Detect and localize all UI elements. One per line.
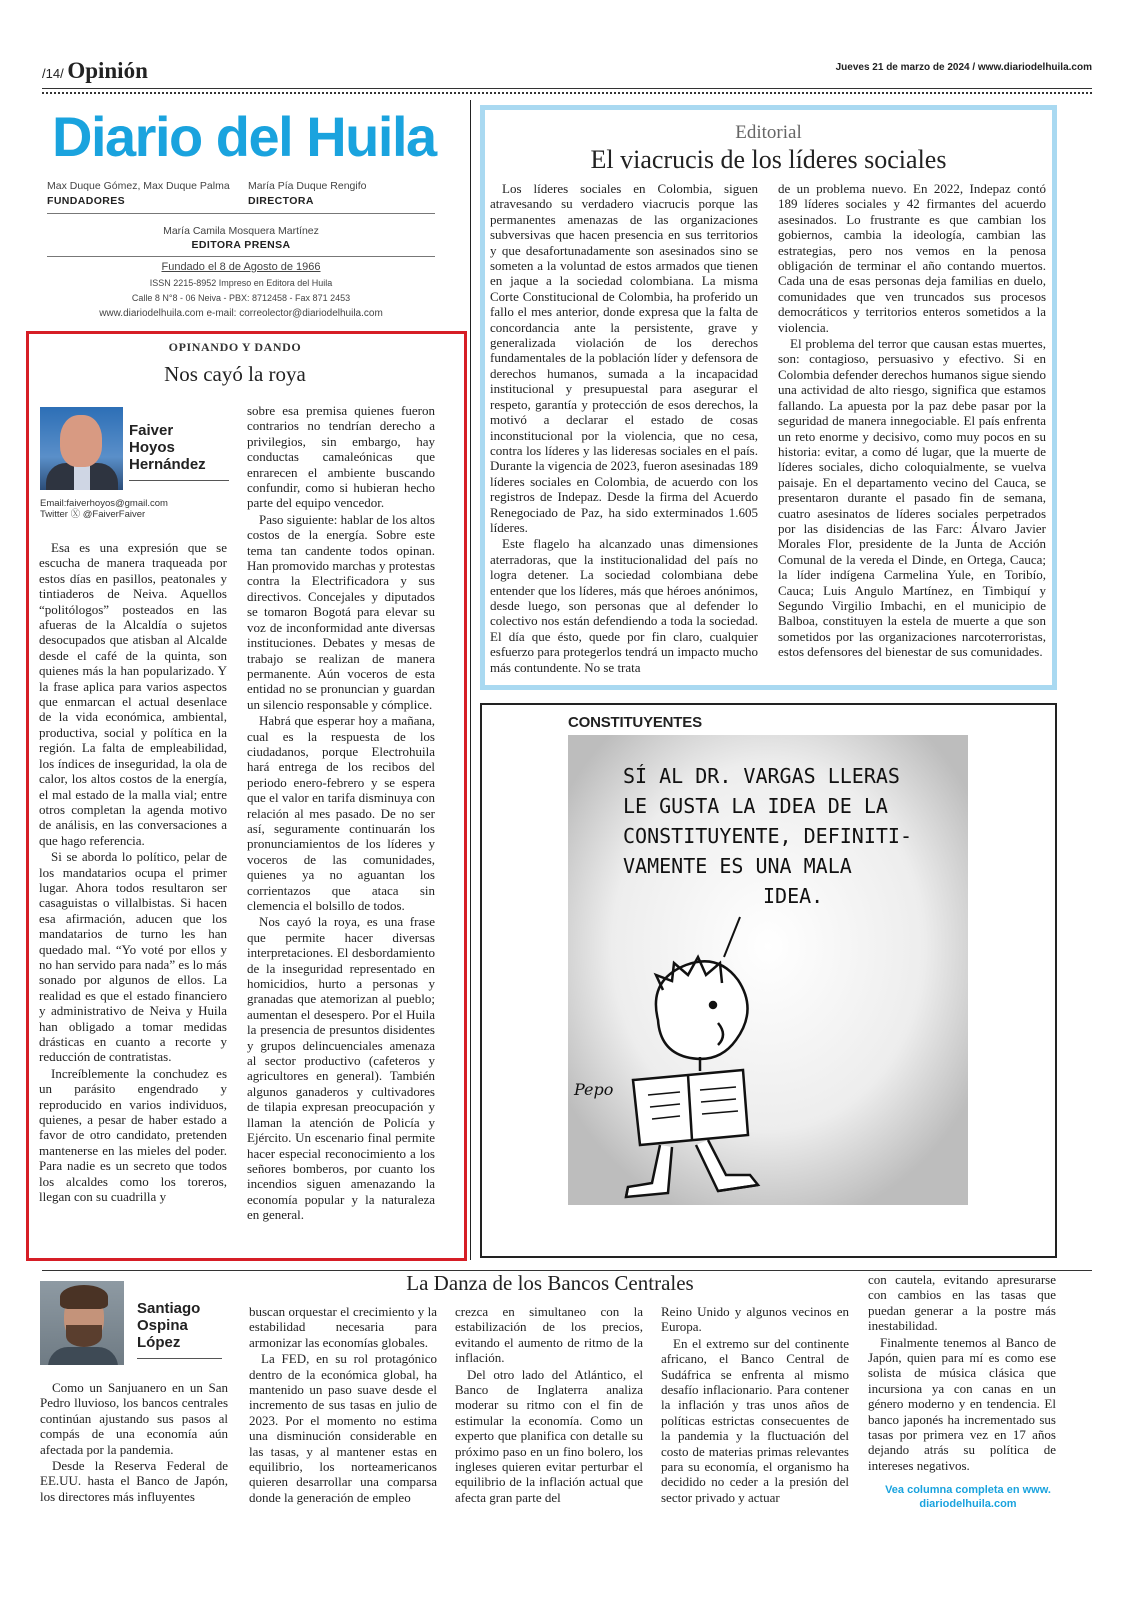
opinion-kicker: OPINANDO Y DANDO — [168, 340, 302, 354]
editorial-kicker: Editorial — [735, 122, 802, 143]
bottom-column-5 — [868, 1272, 1056, 1473]
speech-line: SÍ AL DR. VARGAS LLERAS — [623, 764, 900, 788]
paragraph: Como un Sanjuanero en un San Pedro lluvioso, los bancos centrales continúan ajustando sus pasos al compás de una economía aún afectada por la pandemia. — [40, 1380, 228, 1457]
paragraph: Si se aborda lo político, pelar de los mandatarios ocupa el primer lugar. Ahora todos resultaron ser casaguistas o villalbistas. Si hacen esa afirmación, aducen que los mandatarios de turno les han quedado mal. “Yo voté por ellos y no han servido para nada” es lo más sonado por algunos de ellos. La realidad es que el estado financiero y administrativo de Neiva y Huila han obligado a tomar medidas drásticas en cuanto a recorte y reducción de contratistas. — [39, 849, 227, 1065]
founders-names: Max Duque Gómez, Max Duque Palma — [47, 180, 230, 192]
speech-line: LE GUSTA LA IDEA DE LA — [623, 794, 888, 818]
opinion-column-1 — [39, 540, 227, 1204]
author-name-line: Hernández — [129, 456, 206, 473]
dateline: Jueves 21 de marzo de 2024 / www.diariodelhuila.com — [835, 62, 1092, 73]
paragraph: En el extremo sur del continente africano, el Banco Central de Sudáfrica se enfrenta al mismo desafío inflacionario. Para contener la inflación y tras unos años de políticas estrictas consecuentes de la pandemia y la fluctuación del costo de materias primas relevantes para su economía, el organismo ha decidido no ceder a la presión del sector privado y actuar — [661, 1335, 849, 1505]
paragraph: con cautela, evitando apresurarse con cambios en las tasas que puedan generar a la postre más inestabilidad. — [868, 1272, 1056, 1334]
author-name-line: Faiver — [129, 422, 174, 439]
founders-role: FUNDADORES — [47, 195, 126, 207]
section-title: Opinión — [67, 58, 148, 83]
cartoon-illustration — [568, 735, 968, 1205]
paragraph: Reino Unido y algunos vecinos en Europa. — [661, 1304, 849, 1335]
header-dotted-rule — [42, 92, 1092, 94]
address-line: Calle 8 N°8 - 06 Neiva - PBX: 8712458 - Fax 871 2453 — [131, 293, 351, 303]
cartoon-label: CONSTITUYENTES — [568, 714, 702, 731]
speech-line: CONSTITUYENTE, DEFINITI- — [623, 824, 912, 848]
editor-role: EDITORA PRENSA — [191, 239, 291, 251]
bottom-column-4 — [661, 1304, 849, 1505]
opinion-title: Nos cayó la roya — [164, 362, 306, 386]
paragraph: Desde la Reserva Federal de EE.UU. hasta el Banco de Japón, los directores más influyentes — [40, 1458, 228, 1504]
author-name-line: Hoyos — [129, 439, 175, 456]
column-divider — [470, 100, 471, 1260]
paragraph: Este flagelo ha alcanzado unas dimensiones aterradoras, que la institucionalidad del país no logra detener. La sociedad colombiana debe entender que los líderes, más que héroes anónimos, desde luego, son personas que al defender lo colectivo nos están defendiendo a toda la sociedad. El día que ésto, quede por fin claro, cualquier esfuerzo para protegerlos tendrá un impacto mucho más contundente. No se trata — [490, 536, 758, 675]
founded-date: Fundado el 8 de Agosto de 1966 — [161, 261, 321, 273]
author-photo-bottom — [40, 1281, 124, 1365]
author-rule — [129, 480, 229, 481]
editorial-column-2 — [778, 181, 1046, 660]
author-name-line: Ospina — [137, 1317, 188, 1334]
artist-signature: Pepo — [574, 1080, 614, 1099]
masthead-rule — [47, 213, 435, 214]
author-name — [129, 422, 206, 473]
web-email-line: www.diariodelhuila.com e-mail: correolector@diariodelhuila.com — [99, 308, 383, 319]
page-folio — [42, 58, 148, 84]
editorial-column-1 — [490, 181, 758, 675]
paragraph: El problema del terror que causan estas muertes, son: contagioso, persuasivo y efectivo. Si en Colombia defender derechos humanos sigue siendo una actividad de alto riesgo, significa que estamos fallando. La apuesta por la paz debe pasar por la seguridad de manera innegociable. El país enfrenta un reto enorme y decisivo, como muy pocos en su historia: evitar, a como dé lugar, que la muerte de líderes sociales, dicho coloquialmente, se vuelva paisaje. En el departamento vecino del Cauca, se presentaron durante el pasado fin de semana, cuatro asesinatos de líderes sociales perpetrados por las disidencias de las Farc: Álvaro Javier Morales Flor, presidente de la Junta de Acción Comunal de la vereda el Dinde, en Ortega, Cauca; la líder indígena Carmelina Yule, en Toribío, Cauca; Luis Angulo Martínez, en Timbiquí y Segundo Virgilio Imbachi, en el municipio de Balboa, constituyen la estela de muerte a que son sometidos por las organizaciones narcoterroristas, estos defensores del bienestar de sus comunidades. — [778, 336, 1046, 660]
paragraph: Del otro lado del Atlántico, el Banco de Inglaterra analiza moderar su ritmo con el fin de estimular la economía. Como un experto que planifica con detalle su próximo paso en un fino bolero, los ingleses quieren evitar perturbar el equilibrio de la inflación actual que afecta gran parte del — [455, 1366, 643, 1505]
paragraph: Los líderes sociales en Colombia, siguen atravesando su verdadero viacrucis porque las permanentes amenazas de las organizaciones subversivas que hacen presencia en sus territorios y que desafortunadamente son asesinados sino se someten a la voluntad de estos armados que tienen en jaque a la sociedad colombiana. La misma Corte Constitucional de Colombia, ha proferido un fallo el mes anterior, donde expresa que la falta de concordancia ante la persistente, grave y generalizada violación de los derechos fundamentales de la población líder y defensora de derechos humanos, sumada a la incapacidad institucional y presupuestal para asegurar el respeto, garantía y protección de esos derechos, la motivó a declarar el estado de cosas inconstitucional por la violencia, que no cesa, contra los líderes y las lideresas sociales en el país. Durante la vigencia de 2023, fueron asesinadas 189 líderes sociales en Colombia, de acuerdo con los registros de Indepaz. Desde la firma del Acuerdo Renegociado de Paz, ha sido exterminados 1.605 líderes. — [490, 181, 758, 535]
opinion-column-2 — [247, 403, 435, 1223]
author-name-line: López — [137, 1334, 181, 1351]
paragraph: buscan orquestar el crecimiento y la estabilidad necesaria para armonizar las economías globales. — [249, 1304, 437, 1350]
paragraph: Finalmente tenemos al Banco de Japón, quien para mí es como ese solista de música clásica que incursiona ya con canas en un género moderno y en tendencia. El banco japonés ha incrementado sus tasas por primera vez en 17 años dejando atrás su política de intereses negativos. — [868, 1334, 1056, 1473]
author-rule — [137, 1358, 222, 1359]
bottom-article-title: La Danza de los Bancos Centrales — [406, 1271, 694, 1295]
author-email: Email:faiverhoyos@gmail.com — [40, 498, 168, 509]
read-more-link[interactable]: Vea columna completa en www. diariodelhuila.com — [885, 1484, 1051, 1510]
author-name-line: Santiago — [137, 1300, 201, 1317]
speech-line: IDEA. — [763, 884, 824, 908]
newspaper-logo: Diario del Huila — [52, 105, 436, 168]
paragraph: Habrá que esperar hoy a mañana, cual es la respuesta de los ciudadanos, porque Electrohuila hará entrega de los recibos del periodo enero-febrero y se espera que el valor en tarifa disminuya con relación al mes pasado. De no ser así, seguramente continuarán los pronunciamientos de los líderes y voceros de las comunidades, quienes ya no aguantan los corrientazos que ataca sin clemencia el bolsillo de todos. — [247, 713, 435, 913]
paragraph: Increíblemente la conchudez es un parásito engendrado y reproducido en varios individuos, quienes, a pesar de haber estado a favor de otro candidato, pretenden mantenerse en las mieles del poder. Para nadie es un secreto que todos los alcaldes como los toreros, llegan con su cuadrilla y — [39, 1065, 227, 1205]
paragraph: Esa es una expresión que se escucha de manera traqueada por estos días en pasillos, peatonales y tintiaderos de Neiva. Aquellos “politólogos” posteados en las afueras de la Alcaldía o sujetos desocupados que atisban al Alcalde desde el café de la quinta, son quienes más la han popularizado. Y la frase aplica para varios aspectos que enmarcan el actual desenlace de la vida económica, ambiental, productiva, social y política en la región. La falta de empleabilidad, los índices de inseguridad, la ola de calor, los altos costos de la energía, el mal estado de la malla vial; entre otros completan la agenda motivo de análisis, en las conversaciones a que hago referencia. — [39, 540, 227, 848]
author-twitter: Twitter Ⓧ @FaiverFaiver — [40, 509, 146, 520]
paragraph: La FED, en su rol protagónico dentro de la económica global, ha mantenido un paso suave desde el incremento de sus tasas en julio de 2023. Por el momento no estima una disminución considerable en las tasas, y al mantener estas en equilibrio, los norteamericanos quieren desarrollar una comparsa donde la generación de empleo — [249, 1351, 437, 1505]
speech-line: VAMENTE ES UNA MALA — [623, 854, 852, 878]
editor-name: María Camila Mosquera Martínez — [163, 225, 319, 237]
masthead-rule-2 — [47, 256, 435, 257]
author-photo — [40, 407, 123, 490]
paragraph: Paso siguiente: hablar de los altos costos de la energía. Sobre este tema tan candente todos opinan. Han promovido marchas y protestas contra la Electrificadora y sus directivos. Concejales y diputados se tomaron Bogotá para elevar su voz de inconformidad ante diversas instituciones. Debates y mesas de trabajo se realizan de manera permanente. Aún voceros de esta entidad no se pronuncian y guardan un silencio responsable y cómplice. — [247, 511, 435, 712]
paragraph: crezca en simultaneo con la estabilización de los precios, evitando el aumento de ritmo de la inflación. — [455, 1304, 643, 1366]
editorial-title: El viacrucis de los líderes sociales — [590, 145, 947, 174]
bottom-column-2 — [249, 1304, 437, 1505]
paragraph: Nos cayó la roya, es una frase que permite hacer diversas interpretaciones. El desbordamiento de la inseguridad representado en homicidios, hurto a personas y granadas que atemorizan al pueblo; aumentan el desespero. Por el Huila la presencia de presuntos disidentes y grupos delincuenciales amenaza al sector productivo (cafeteros y agricultores en general). También algunos ganaderos y cultivadores de tilapia expresan preocupación y llaman la atención de Policía y Ejército. Un escenario final permite hacer especial reconocimiento a los señores bomberos, por cuanto los incendios siguen amenazando la economía popular y la naturaleza en general. — [247, 914, 435, 1223]
header-rule — [42, 88, 1092, 89]
page-number: /14/ — [42, 66, 64, 81]
bottom-column-3 — [455, 1304, 643, 1505]
bottom-author-name — [137, 1300, 200, 1351]
director-name: María Pía Duque Rengifo — [248, 180, 367, 192]
issn-line: ISSN 2215-8952 Impreso en Editora del Huila — [149, 278, 333, 288]
paragraph: sobre esa premisa quienes fueron contrarios no tendrían derecho a privilegios, sin embargo, hay conductas camaleónicas que enrarecen el ambiente buscando confundir, como si hubieran hecho parte del equipo vencedor. — [247, 403, 435, 511]
director-role: DIRECTORA — [248, 195, 314, 207]
paragraph: de un problema nuevo. En 2022, Indepaz contó 189 líderes sociales y 42 firmantes del acuerdo asesinados. Lo frustrante es que cambian los gobiernos, cambia la ideología, cambian las estrategias, pero nos vemos en la penosa obligación de terminar el año contando muertos. Cada una de esas personas deja familias en duelo, comunidades que ven truncados sus procesos democráticos y territorios enteros sometidos a la violencia. — [778, 181, 1046, 335]
bottom-column-1 — [40, 1380, 228, 1504]
